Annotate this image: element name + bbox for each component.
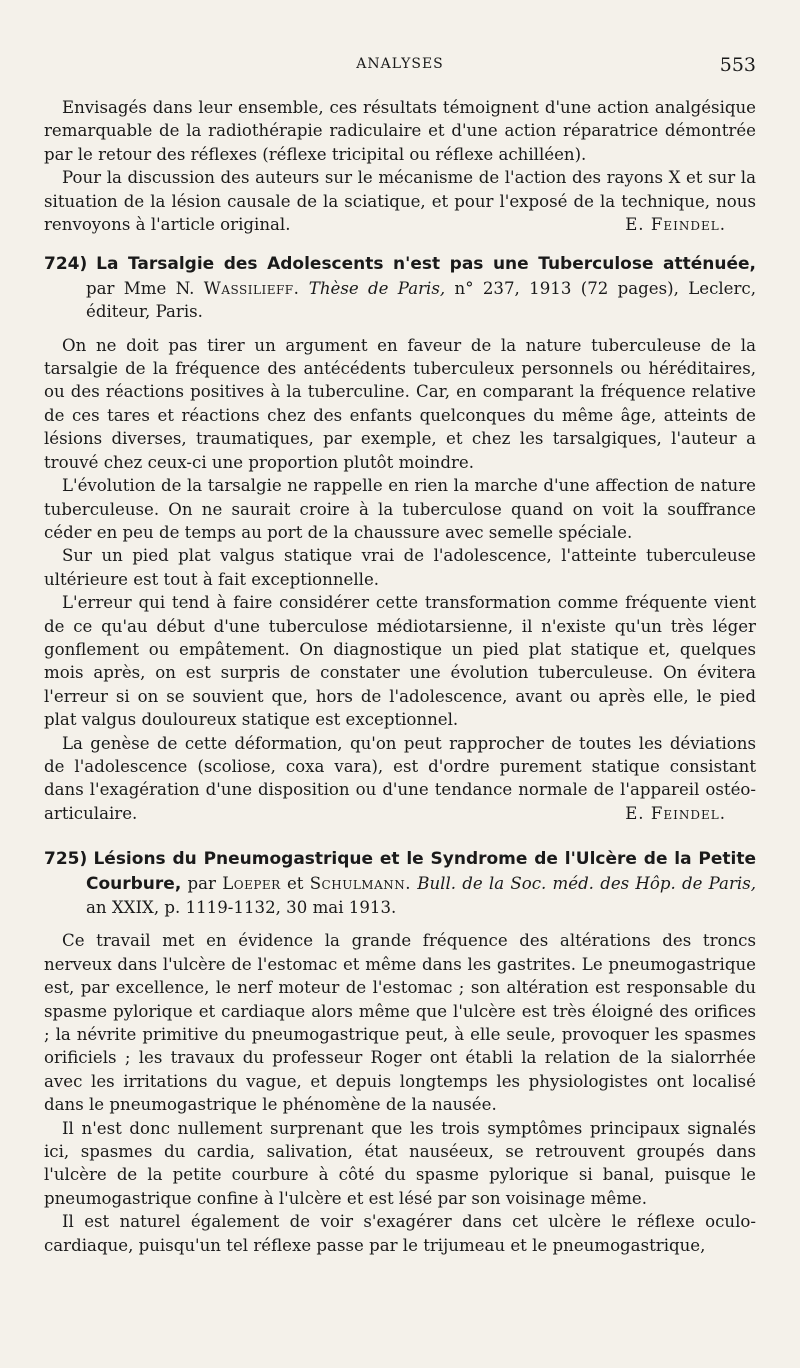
article-725-author-2: Schulmann.: [309, 873, 412, 893]
article-724-paragraph-3: Sur un pied plat valgus statique vrai de l'adolescence, l'atteinte tuberculeuse ultérieure est tout à fait exceptionnelle.: [44, 546, 756, 589]
article-725-source: Bull. de la Soc. méd. des Hôp. de Paris,: [417, 873, 756, 893]
article-724-paragraph-5: [44, 732, 756, 826]
article-724-details: n° 237, 1913 (72 pages), Leclerc, éditeur, Paris.: [86, 278, 757, 322]
article-724-signature: E. Feindel.: [625, 803, 726, 823]
document-page: [44, 0, 756, 1368]
article-724-number: 724): [44, 254, 88, 275]
article-725-number: 725): [44, 849, 88, 870]
article-724-title: La Tarsalgie des Adolescents n'est pas une Tuberculose atténuée,: [96, 254, 756, 275]
article-725-paragraph-3: Il est naturel également de voir s'exagérer dans cet ulcère le réflexe oculo-cardiaque, puisqu'un tel réflexe passe par le trijumeau et le pneumogastrique,: [44, 1212, 756, 1255]
section-title: ANALYSES: [356, 56, 444, 72]
article-725-paragraph-2: Il n'est donc nullement surprenant que les trois symptômes principaux signalés ici, spasmes du cardia, salivation, état nauséeux, se retrouvent groupés dans l'ulcère de la petite courbure à côté du spasme pylorique si banal, puisque le pneumogastrique confine à l'ulcère et est lésé par son voisinage même.: [44, 1118, 756, 1208]
article-725-heading: [44, 847, 756, 919]
intro-signature: E. Feindel.: [625, 215, 726, 235]
article-724-heading: [44, 252, 756, 323]
article-725-by: par: [187, 873, 216, 893]
article-725-title: Lésions du Pneumogastrique et le Syndrome de l'Ulcère de la Petite Courbure,: [86, 849, 757, 894]
page-content: [44, 96, 756, 1257]
article-724-by: par Mme N.: [86, 278, 195, 298]
article-724-paragraph-5-text: La genèse de cette déformation, qu'on peut rapprocher de toutes les déviations de l'adolescence (scoliose, coxa vara), est d'ordre purement statique consistant dans l'exagération d'une disposition ou d'une tendance normale de l'appareil ostéo-articulaire.: [44, 733, 756, 823]
intro-paragraph-2: [44, 166, 756, 236]
intro-paragraph-2-text: Pour la discussion des auteurs sur le mécanisme de l'action des rayons X et sur la situation de la lésion causale de la sciatique, et pour l'exposé de la technique, nous renvoyons à l'article original.: [44, 168, 756, 235]
page-number: 553: [719, 54, 756, 76]
article-724-paragraph-1: On ne doit pas tirer un argument en faveur de la nature tuberculeuse de la tarsalgie de la fréquence des antécédents tuberculeux personnels ou héréditaires, ou des réactions positives à la tuberculine. Car, en comparant la fréquence relative de ces tares et réactions chez des enfants quelconques du même âge, atteints de lésions diverses, traumatiques, par exemple, et chez les tarsalgiques, l'auteur a trouvé chez ceux-ci une proportion plutôt moindre.: [44, 335, 756, 472]
article-725-paragraph-1: Ce travail met en évidence la grande fréquence des altérations des troncs nerveux dans l'ulcère de l'estomac et même dans les gastrites. Le pneumogastrique est, par excellence, le nerf moteur de l'estomac ; son altération est responsable du spasme pylorique et cardiaque alors même que l'ulcère est très éloigné des orifices ; la névrite primitive du pneumogastrique peut, à elle seule, provoquer les spasmes orificiels ; les travaux du professeur Roger ont établi la relation de la sialorrhée avec les irritations du vague, et depuis longtemps les physiologistes ont localisé dans le pneumogastrique le phénomène de la nausée.: [44, 931, 756, 1115]
intro-paragraph-1: Envisagés dans leur ensemble, ces résultats témoignent d'une action analgésique remarquable de la radiothérapie radiculaire et d'une action réparatrice démontrée par le retour des réflexes (réflexe tricipital ou réflexe achilléen).: [44, 98, 756, 164]
article-725-author-1: Loeper: [222, 873, 281, 893]
article-725-details: an XXIX, p. 1119-1132, 30 mai 1913.: [86, 898, 397, 917]
article-724-source: Thèse de Paris,: [308, 278, 446, 298]
article-724-paragraph-4: L'erreur qui tend à faire considérer cette transformation comme fréquente vient de ce qu'au début d'une tuberculose médiotarsienne, il n'existe qu'un très léger gonflement ou empâtement. On diagnostique un pied plat statique et, quelques mois après, on est surpris de constater une évolution tuberculeuse. On évitera l'erreur si on se souvient que, hors de l'adolescence, avant ou après elle, le pied plat valgus douloureux statique est exceptionnel.: [44, 593, 756, 730]
article-725-and: et: [286, 873, 304, 893]
article-724-paragraph-2: L'évolution de la tarsalgie ne rappelle en rien la marche d'une affection de nature tuberculeuse. On ne saurait croire à la tuberculose quand on voit la souffrance céder en peu de temps au port de la chaussure avec semelle spéciale.: [44, 476, 756, 542]
running-header: [44, 56, 756, 80]
article-724-author: Wassilieff.: [203, 278, 300, 298]
